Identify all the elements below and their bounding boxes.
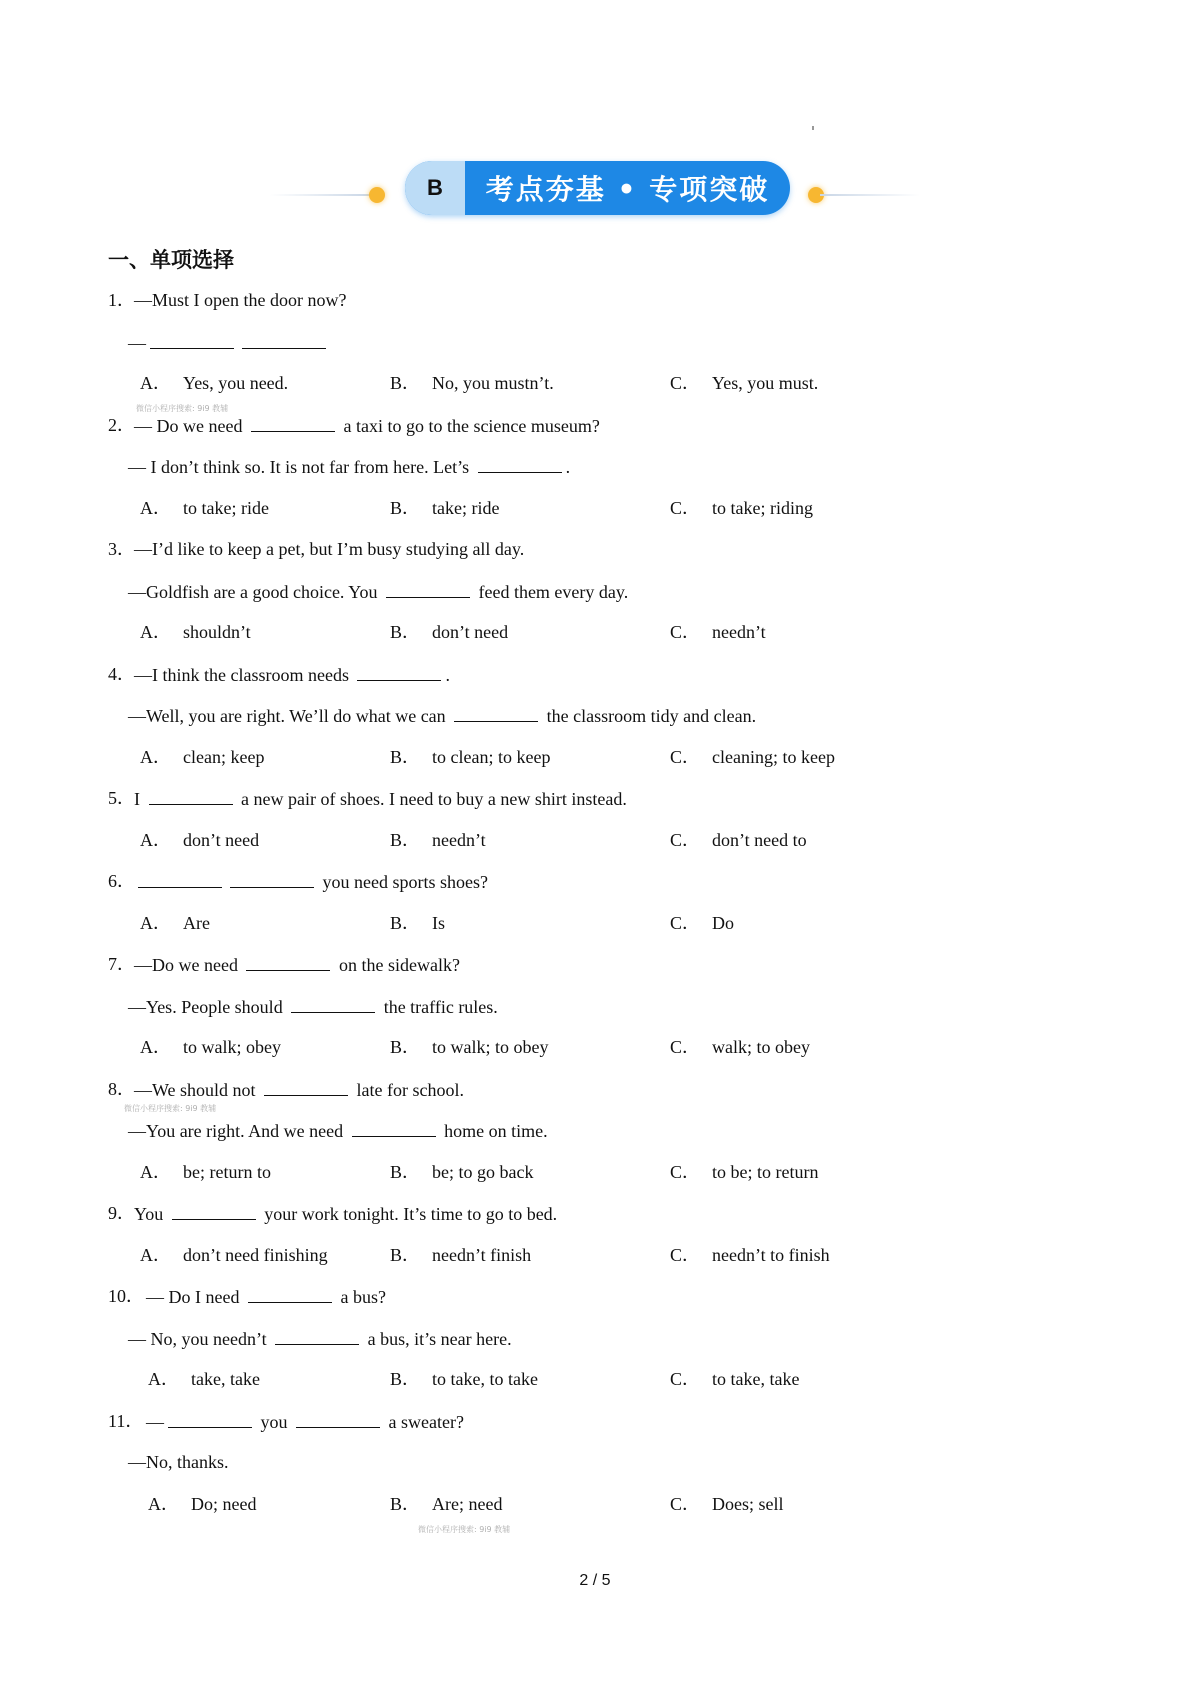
option-text: Do	[712, 912, 735, 933]
option-a[interactable]	[140, 911, 210, 935]
response-line	[0, 573, 1190, 615]
response-line	[0, 988, 1190, 1030]
prompt-segment: the classroom tidy and clean.	[542, 706, 757, 726]
option-text: don’t need to	[712, 829, 807, 850]
option-text: don’t need	[432, 622, 509, 642]
prompt-segment: I	[134, 789, 145, 809]
option-text: Do; need	[191, 1493, 257, 1514]
prompt-segment: —I think the classroom needs	[134, 664, 354, 685]
option-letter: B．	[390, 1369, 421, 1389]
option-letter: A．	[140, 1037, 171, 1057]
answer-blank	[172, 1201, 256, 1220]
question-line	[0, 780, 1190, 822]
option-text: to take, take	[712, 1369, 800, 1389]
question-line	[0, 863, 1190, 905]
prompt-segment: a taxi to go to the science museum?	[338, 415, 600, 436]
banner-dot-left	[369, 187, 385, 203]
option-letter: B．	[390, 746, 421, 767]
response-line	[0, 324, 1190, 366]
prompt-text	[128, 330, 330, 355]
option-letter: C．	[670, 1037, 701, 1057]
option-a[interactable]	[140, 828, 259, 852]
option-letter: B．	[390, 497, 421, 518]
question-number: 4．	[108, 663, 135, 684]
question-number: 3．	[108, 539, 135, 559]
option-c[interactable]	[670, 496, 813, 520]
question-line	[0, 1195, 1190, 1237]
prompt-segment: — No, you needn’t	[128, 1328, 272, 1349]
option-c[interactable]	[670, 1243, 830, 1267]
prompt-text	[134, 413, 600, 438]
prompt-segment: —Well, you are right. We’ll do what we can	[128, 706, 451, 726]
option-text: Yes, you must.	[712, 373, 819, 393]
options-row	[0, 490, 1190, 532]
option-b[interactable]	[390, 1367, 538, 1391]
options-row	[0, 1237, 1190, 1279]
response-line	[0, 697, 1190, 739]
option-text: needn’t to finish	[712, 1244, 830, 1265]
options-row	[0, 1361, 1190, 1403]
option-b[interactable]	[390, 496, 499, 520]
page-number: 2 / 5	[579, 1572, 611, 1589]
prompt-text	[134, 537, 524, 561]
option-text: to walk; to obey	[432, 1037, 549, 1057]
prompt-segment: a new pair of shoes. I need to buy a new shirt instead.	[236, 789, 627, 809]
option-text: Yes, you need.	[183, 373, 289, 393]
answer-blank	[168, 1409, 252, 1428]
options-row	[0, 614, 1190, 656]
option-text: don’t need finishing	[183, 1244, 328, 1265]
question-number: 1．	[108, 290, 135, 310]
option-letter: A．	[140, 373, 171, 393]
prompt-text	[146, 1284, 386, 1309]
option-letter: C．	[670, 746, 701, 767]
prompt-text	[128, 994, 498, 1019]
options-row	[0, 822, 1190, 864]
option-text: to take; ride	[183, 497, 269, 518]
prompt-segment: —I’d like to keep a pet, but I’m busy studying all day.	[134, 539, 525, 559]
option-letter: A．	[140, 1244, 171, 1265]
option-text: Is	[432, 912, 446, 933]
option-a[interactable]	[148, 1367, 260, 1391]
question-list	[0, 282, 1190, 1527]
question-number: 8．	[108, 1078, 135, 1099]
prompt-text	[134, 662, 450, 687]
option-text: to walk; obey	[183, 1037, 281, 1057]
prompt-segment: your work tonight. It’s time to go to bed.	[259, 1204, 558, 1224]
prompt-segment: a bus?	[335, 1287, 386, 1307]
question-number: 10．	[108, 1286, 144, 1306]
option-letter: A．	[140, 746, 171, 767]
option-text: Does; sell	[712, 1493, 784, 1514]
banner-line-left	[270, 194, 370, 196]
option-letter: B．	[390, 1493, 421, 1514]
prompt-segment: —Yes. People should	[128, 996, 288, 1017]
prompt-segment: .	[565, 457, 571, 477]
watermark-2: 微信小程序搜索: 9i9 教辅	[124, 1104, 217, 1113]
answer-blank	[454, 703, 538, 722]
watermark-1: 微信小程序搜索: 9i9 教辅	[136, 404, 229, 413]
prompt-text	[134, 786, 627, 811]
prompt-text	[128, 1326, 512, 1351]
option-letter: C．	[670, 1493, 701, 1514]
option-letter: B．	[390, 912, 421, 933]
prompt-text	[134, 1077, 464, 1102]
banner-badge: B	[405, 161, 465, 215]
question-line	[0, 531, 1190, 573]
option-c[interactable]	[670, 911, 734, 935]
answer-blank	[291, 994, 375, 1013]
prompt-text	[134, 288, 346, 312]
prompt-segment: — Do we need	[134, 415, 247, 436]
option-letter: C．	[670, 912, 701, 933]
option-a[interactable]	[140, 496, 269, 520]
prompt-segment: a sweater?	[384, 1411, 464, 1432]
prompt-text	[146, 1409, 464, 1434]
answer-blank	[242, 330, 326, 349]
response-line	[0, 1320, 1190, 1362]
question-number: 7．	[108, 954, 135, 974]
options-row	[0, 1029, 1190, 1071]
prompt-segment: —Must I open the door now?	[134, 290, 347, 310]
option-c[interactable]	[670, 828, 807, 852]
watermark-3: 微信小程序搜索: 9i9 教辅	[418, 1525, 511, 1534]
banner-line-right	[820, 194, 920, 196]
answer-blank	[150, 330, 234, 349]
option-letter: C．	[670, 829, 701, 850]
prompt-segment: you need sports shoes?	[318, 872, 488, 892]
options-row	[0, 739, 1190, 781]
option-text: No, you mustn’t.	[432, 373, 554, 393]
question-line	[0, 1278, 1190, 1320]
answer-blank	[296, 1409, 380, 1428]
option-letter: C．	[670, 1244, 701, 1265]
prompt-text	[128, 703, 756, 728]
prompt-segment: home on time.	[439, 1121, 548, 1141]
option-text: Are; need	[432, 1493, 503, 1514]
option-c[interactable]	[670, 1035, 810, 1059]
option-text: needn’t	[712, 622, 766, 642]
option-a[interactable]	[148, 1492, 256, 1516]
option-b[interactable]	[390, 1035, 549, 1059]
option-letter: B．	[390, 622, 421, 642]
question-number: 2．	[108, 414, 135, 435]
answer-blank	[246, 952, 330, 971]
option-a[interactable]	[140, 371, 288, 395]
option-text: shouldn’t	[183, 622, 251, 642]
question-number: 5．	[108, 788, 135, 808]
prompt-text	[134, 1201, 557, 1226]
option-letter: A．	[140, 1161, 171, 1182]
answer-blank	[251, 413, 335, 432]
answer-blank	[138, 869, 222, 888]
prompt-segment: — I don’t think so. It is not far from here. Let’s	[128, 457, 474, 477]
prompt-text	[128, 1118, 548, 1143]
option-c[interactable]	[670, 371, 818, 395]
question-number: 6．	[108, 871, 135, 891]
prompt-segment: you	[256, 1411, 292, 1432]
answer-blank	[149, 786, 233, 805]
section-banner	[0, 158, 1190, 218]
prompt-segment: —Do we need	[134, 955, 243, 975]
option-text: be; return to	[183, 1161, 271, 1182]
option-text: to take; riding	[712, 497, 813, 518]
option-letter: C．	[670, 622, 701, 642]
answer-blank	[248, 1284, 332, 1303]
prompt-text	[134, 952, 460, 977]
option-letter: B．	[390, 1037, 421, 1057]
option-b[interactable]	[390, 745, 550, 769]
option-text: be; to go back	[432, 1161, 534, 1182]
option-text: to be; to return	[712, 1161, 819, 1182]
prompt-text	[128, 1450, 229, 1474]
prompt-segment: a bus, it’s near here.	[363, 1328, 512, 1349]
options-row	[0, 905, 1190, 947]
prompt-segment: late for school.	[352, 1079, 465, 1100]
options-row	[0, 365, 1190, 407]
prompt-text	[134, 869, 488, 894]
option-letter: A．	[140, 622, 171, 642]
option-text: to clean; to keep	[432, 746, 551, 767]
question-number: 11．	[108, 1410, 144, 1431]
option-text: take, take	[191, 1369, 260, 1389]
prompt-segment: —	[128, 332, 146, 353]
option-letter: B．	[390, 829, 421, 850]
question-line	[0, 656, 1190, 698]
answer-blank	[352, 1118, 436, 1137]
response-line	[0, 1112, 1190, 1154]
prompt-text	[128, 454, 570, 479]
option-b[interactable]	[390, 620, 508, 644]
option-text: don’t need	[183, 829, 260, 850]
option-c[interactable]	[670, 620, 766, 644]
section-heading: 一、单项选择	[108, 248, 234, 272]
option-a[interactable]	[140, 1160, 271, 1184]
option-letter: C．	[670, 373, 701, 393]
question-line	[0, 946, 1190, 988]
option-b[interactable]	[390, 1492, 502, 1516]
question-number: 9．	[108, 1203, 135, 1223]
option-text: walk; to obey	[712, 1037, 810, 1057]
option-b[interactable]	[390, 371, 554, 395]
answer-blank	[478, 454, 562, 473]
answer-blank	[386, 579, 470, 598]
prompt-segment: .	[445, 664, 450, 685]
option-b[interactable]	[390, 1243, 531, 1267]
option-letter: A．	[148, 1369, 179, 1389]
prompt-segment: on the sidewalk?	[334, 955, 460, 975]
prompt-segment: feed them every day.	[473, 581, 629, 602]
option-a[interactable]	[140, 745, 264, 769]
option-text: Are	[183, 912, 210, 933]
prompt-segment: — Do I need	[146, 1287, 244, 1307]
option-a[interactable]	[140, 1035, 281, 1059]
option-letter: A．	[140, 497, 171, 518]
option-letter: B．	[390, 1244, 421, 1265]
option-c[interactable]	[670, 1367, 799, 1391]
options-row	[0, 1486, 1190, 1528]
prompt-segment: —You are right. And we need	[128, 1121, 348, 1141]
option-c[interactable]	[670, 1160, 819, 1184]
prompt-segment: You	[134, 1204, 168, 1224]
option-text: take; ride	[432, 497, 500, 518]
option-letter: B．	[390, 373, 421, 393]
response-line	[0, 448, 1190, 490]
option-text: needn’t	[432, 829, 486, 850]
answer-blank	[264, 1077, 348, 1096]
page-tick-mark	[812, 126, 814, 130]
option-a[interactable]	[140, 1243, 328, 1267]
banner-slogan: 考点夯基 • 专项突破	[485, 173, 770, 206]
option-text: cleaning; to keep	[712, 746, 835, 767]
answer-blank	[230, 869, 314, 888]
option-b[interactable]	[390, 828, 486, 852]
option-letter: C．	[670, 1369, 701, 1389]
question-line	[0, 1403, 1190, 1445]
answer-blank	[357, 662, 441, 681]
answer-blank	[275, 1326, 359, 1345]
prompt-segment: —Goldfish are a good choice. You	[128, 581, 382, 602]
prompt-segment: —	[146, 1411, 164, 1432]
option-letter: C．	[670, 1161, 701, 1182]
option-text: clean; keep	[183, 746, 265, 767]
option-text: needn’t finish	[432, 1244, 532, 1265]
prompt-segment: —No, thanks.	[128, 1452, 229, 1472]
option-letter: B．	[390, 1161, 421, 1182]
option-letter: C．	[670, 497, 701, 518]
option-letter: A．	[140, 912, 171, 933]
prompt-text	[128, 579, 628, 604]
options-row	[0, 1154, 1190, 1196]
prompt-segment: —We should not	[134, 1079, 261, 1100]
option-b[interactable]	[390, 911, 445, 935]
banner-pill	[405, 161, 790, 215]
prompt-segment: the traffic rules.	[379, 996, 498, 1017]
option-c[interactable]	[670, 1492, 784, 1516]
option-letter: A．	[148, 1493, 179, 1514]
question-line	[0, 282, 1190, 324]
option-letter: A．	[140, 829, 171, 850]
option-b[interactable]	[390, 1160, 534, 1184]
option-text: to take, to take	[432, 1369, 538, 1389]
option-a[interactable]	[140, 620, 251, 644]
response-line	[0, 1444, 1190, 1486]
option-c[interactable]	[670, 745, 835, 769]
